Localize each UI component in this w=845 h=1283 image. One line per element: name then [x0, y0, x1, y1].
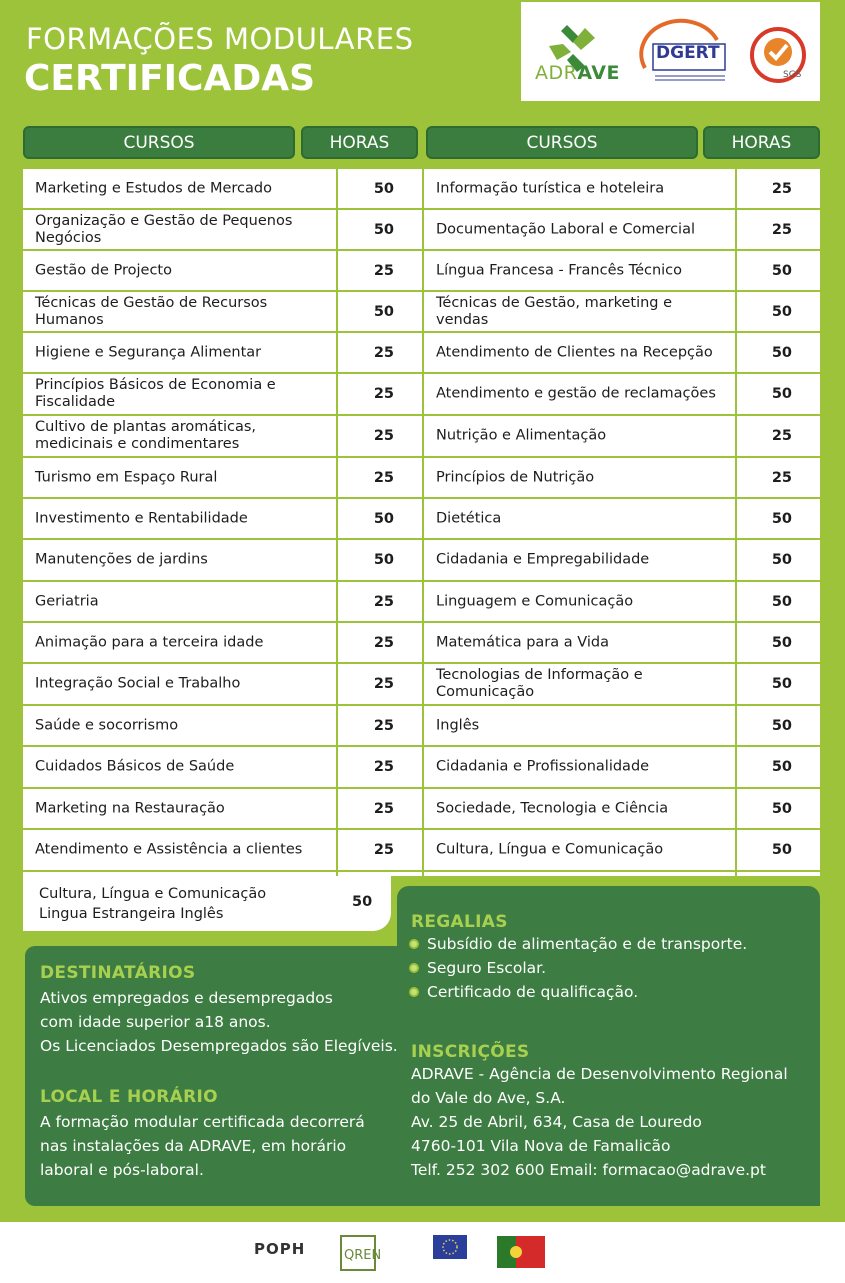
table-row	[424, 374, 820, 416]
course-name: Manutenções de jardins	[35, 551, 208, 568]
table-row	[424, 582, 820, 623]
course-name: Tecnologias de Informação e Comunicação	[436, 667, 643, 700]
column-divider	[336, 169, 338, 876]
course-name: Cidadania e Profissionalidade	[436, 758, 650, 775]
adrave-logo-text: ADRAVE	[535, 62, 620, 84]
course-hours: 25	[771, 428, 792, 444]
column-divider	[735, 169, 737, 876]
course-name: Matemática para a Vida	[436, 634, 609, 650]
course-name: Atendimento e Assistência a clientes	[35, 841, 303, 858]
course-name: Princípios de Nutrição	[436, 469, 595, 485]
title-line1: FORMAÇÕES MODULARES	[26, 22, 414, 56]
course-name: Cuidados Básicos de Saúde	[35, 758, 235, 775]
table-row	[23, 210, 422, 251]
table-row	[23, 747, 422, 789]
course-hours: 50	[771, 842, 792, 858]
destinatarios-text: Ativos empregados e desempregados com idade superior a18 anos. Os Licenciados Desempregados são Elegíveis.	[40, 989, 398, 1055]
header-courses-left: CURSOS	[23, 126, 295, 159]
course-name: Animação para a terceira idade	[35, 634, 264, 650]
course-hours: 25	[373, 428, 394, 444]
course-hours: 25	[373, 593, 394, 610]
course-hours: 50	[771, 303, 792, 320]
eu-flag-icon	[433, 1235, 467, 1259]
course-name: Sociedade, Tecnologia e Ciência	[436, 800, 669, 816]
table-row	[23, 664, 422, 706]
table-row	[23, 333, 422, 374]
course-hours: 25	[373, 469, 394, 486]
table-row	[23, 582, 422, 623]
course-name: Informação turística e hoteleira	[436, 180, 665, 196]
course-hours: 50	[771, 676, 792, 692]
title-line2: CERTIFICADAS	[24, 58, 316, 99]
local-text: A formação modular certificada decorrerá nas instalações da ADRAVE, em horário laboral e pós-laboral.	[40, 1113, 365, 1179]
regalias-item: Subsídio de alimentação e de transporte.	[409, 932, 747, 956]
course-name: Técnicas de Gestão de Recursos Humanos	[35, 294, 268, 328]
course-hours: 25	[373, 842, 394, 858]
course-hours: 50	[771, 800, 792, 817]
course-hours: 50	[373, 303, 394, 320]
table-row	[424, 292, 820, 333]
course-hours: 50	[373, 510, 394, 527]
course-hours: 50	[771, 634, 792, 651]
course-name: Inglês	[436, 717, 480, 733]
course-name: Língua Francesa - Francês Técnico	[436, 262, 683, 278]
footer	[0, 1222, 845, 1283]
course-name: Integração Social e Trabalho	[35, 675, 241, 692]
course-hours: 50	[352, 894, 373, 910]
svg-text:SGS: SGS	[783, 70, 802, 80]
course-hours: 50	[771, 552, 792, 568]
course-hours: 25	[373, 759, 394, 775]
table-row	[23, 789, 422, 830]
table-row	[424, 333, 820, 374]
course-hours: 25	[373, 717, 394, 734]
course-name: Cidadania e Empregabilidade	[436, 551, 650, 568]
course-hours: 50	[373, 552, 394, 568]
destinatarios-title: DESTINATÁRIOS	[40, 963, 196, 983]
table-row	[23, 540, 422, 582]
inscricoes-title: INSCRIÇÕES	[411, 1042, 530, 1062]
destinatarios-local-box	[25, 946, 405, 1206]
course-hours: 50	[771, 759, 792, 775]
table-row	[424, 830, 820, 872]
box-join	[400, 1196, 820, 1206]
local-title: LOCAL E HORÁRIO	[40, 1087, 218, 1107]
svg-text:QREN: QREN	[344, 1248, 382, 1263]
course-hours: 25	[771, 180, 792, 197]
course-name: Documentação Laboral e Comercial	[436, 221, 695, 237]
course-hours: 50	[771, 593, 792, 610]
course-hours: 50	[373, 180, 394, 197]
table-row	[424, 169, 820, 210]
course-name: Princípios Básicos de Economia e Fiscalidade	[35, 377, 276, 410]
course-name: Técnicas de Gestão, marketing e vendas	[436, 294, 673, 328]
bullet-icon	[409, 939, 419, 949]
course-name: Higiene e Segurança Alimentar	[35, 344, 262, 360]
table-row	[23, 458, 422, 499]
table-row	[23, 416, 422, 458]
table-row	[424, 210, 820, 251]
table-row	[424, 458, 820, 499]
table-row	[23, 830, 422, 872]
course-hours: 25	[373, 634, 394, 651]
course-name: Organização e Gestão de Pequenos Negócios	[35, 212, 293, 246]
course-name: Cultivo de plantas aromáticas, medicinais e condimentares	[35, 419, 257, 452]
course-hours: 25	[373, 800, 394, 817]
course-name: Atendimento de Clientes na Recepção	[436, 344, 713, 360]
table-row	[23, 169, 422, 210]
regalias-list	[409, 932, 747, 1004]
left-last-row	[23, 876, 391, 931]
course-hours: 50	[771, 717, 792, 734]
course-name: Turismo em Espaço Rural	[35, 469, 218, 485]
course-name: Dietética	[436, 510, 502, 526]
table-row	[424, 664, 820, 706]
course-name: Marketing na Restauração	[35, 800, 225, 816]
course-hours: 50	[771, 344, 792, 361]
dgert-logo-text: DGERT	[656, 43, 720, 63]
course-hours: 25	[373, 386, 394, 402]
table-row	[424, 623, 820, 664]
course-hours: 25	[373, 676, 394, 692]
table-row	[23, 706, 422, 747]
left-course-table	[23, 169, 422, 876]
header-hours-right: HORAS	[703, 126, 820, 159]
course-name: Atendimento e gestão de reclamações	[436, 385, 716, 402]
bullet-icon	[409, 987, 419, 997]
regalias-inscricoes-box	[397, 886, 820, 1206]
regalias-title: REGALIAS	[411, 912, 508, 932]
course-name: Marketing e Estudos de Mercado	[35, 180, 272, 196]
sgs-logo-icon	[749, 26, 807, 84]
qren-logo-icon	[340, 1235, 382, 1271]
header-courses-right: CURSOS	[426, 126, 698, 159]
poph-logo: POPH	[254, 1240, 306, 1258]
inscricoes-text: ADRAVE - Agência de Desenvolvimento Regional do Vale do Ave, S.A. Av. 25 de Abril, 634, Casa de Louredo 4760-101 Vila Nova de Famalicão Telf. 252 302 600 Email: formacao@adrave.pt	[411, 1065, 788, 1179]
course-name: Gestão de Projecto	[35, 262, 172, 278]
table-row	[23, 499, 422, 540]
table-row	[23, 292, 422, 333]
course-name: Investimento e Rentabilidade	[35, 510, 248, 526]
header-hours-left: HORAS	[301, 126, 418, 159]
course-name: Linguagem e Comunicação	[436, 593, 634, 609]
table-row	[424, 540, 820, 582]
course-hours: 50	[771, 510, 792, 527]
table-row	[424, 706, 820, 747]
logos-panel	[521, 2, 820, 101]
course-hours: 50	[771, 386, 792, 402]
course-name: Saúde e socorrismo	[35, 717, 179, 733]
table-row	[424, 416, 820, 458]
table-row	[23, 374, 422, 416]
course-name: Nutrição e Alimentação	[436, 427, 607, 444]
table-row	[23, 251, 422, 292]
course-name: Cultura, Língua e Comunicação Lingua Estrangeira Inglês	[39, 886, 267, 922]
table-row	[424, 747, 820, 789]
table-row	[424, 789, 820, 830]
regalias-item: Seguro Escolar.	[409, 956, 747, 980]
course-hours: 50	[373, 221, 394, 238]
course-hours: 25	[771, 469, 792, 486]
regalias-item: Certificado de qualificação.	[409, 980, 747, 1004]
course-hours: 25	[373, 344, 394, 361]
table-row	[424, 499, 820, 540]
course-hours: 25	[373, 262, 394, 279]
table-row	[424, 251, 820, 292]
table-row	[23, 623, 422, 664]
portugal-flag-icon	[497, 1236, 545, 1268]
course-hours: 50	[771, 262, 792, 279]
course-hours: 25	[771, 221, 792, 238]
course-name: Geriatria	[35, 593, 99, 609]
right-course-table	[424, 169, 820, 876]
bullet-icon	[409, 963, 419, 973]
course-name: Cultura, Língua e Comunicação	[436, 841, 664, 858]
